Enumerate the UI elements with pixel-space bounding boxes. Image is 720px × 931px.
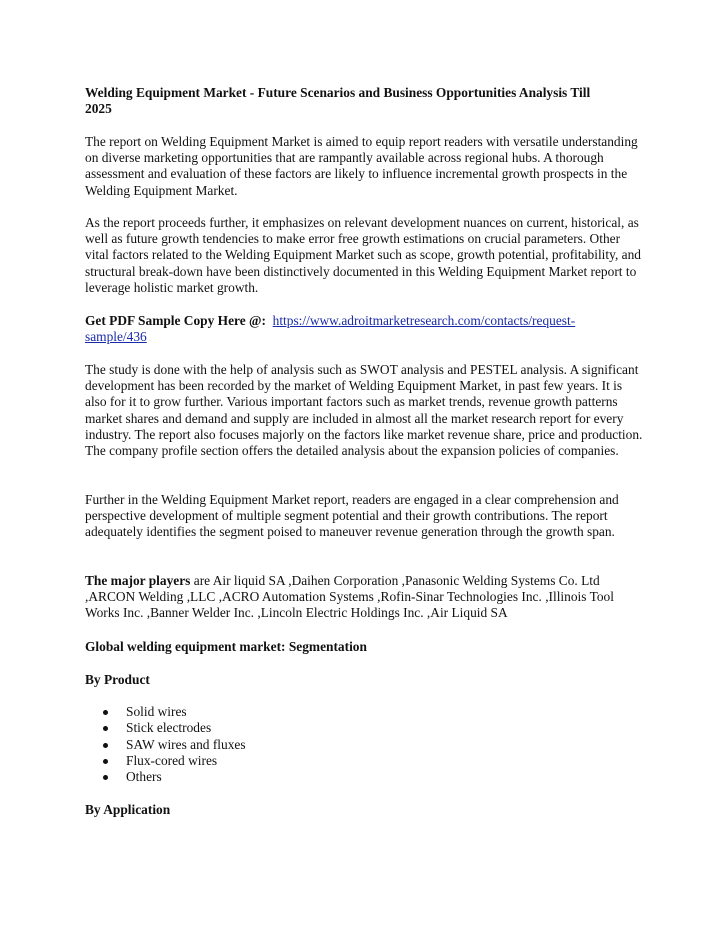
- major-players-paragraph: [85, 573, 645, 622]
- major-players-label: The major players: [85, 573, 191, 588]
- major-players-list: are Air liquid SA ,Daihen Corporation ,Panasonic Welding Systems Co. Ltd ,ARCON Welding ,LLC ,ACRO Automation Systems ,Rofin-Sinar Technologies Inc. ,Illinois Tool Works Inc. ,Banner Welder Inc. ,Lincoln Electric Holdings Inc. ,Air Liquid SA: [85, 573, 614, 621]
- list-item: Solid wires: [85, 704, 645, 720]
- bullet-icon: [103, 726, 108, 731]
- title-line-1: Welding Equipment Market - Future Scenarios and Business Opportunities Analysis Till: [85, 85, 591, 100]
- by-product-heading: By Product: [85, 672, 150, 687]
- analysis-paragraph: The study is done with the help of analysis such as SWOT analysis and PESTEL analysis. A significant development has been recorded by the market of Welding Equipment Market, in past few years. It is also for it to grow further. Various important factors such as market trends, revenue growth patterns market shares and demand and supply are included in almost all the market research report for every industry. The report also focuses majorly on the factors like market revenue share, price and production. The company profile section offers the detailed analysis about the expansion policies of companies.: [85, 362, 643, 459]
- list-item: Stick electrodes: [85, 720, 645, 736]
- document-title: [85, 85, 645, 117]
- pdf-sample-line: [85, 313, 645, 345]
- segmentation-heading: Global welding equipment market: Segmentation: [85, 639, 367, 654]
- segment-paragraph: Further in the Welding Equipment Market report, readers are engaged in a clear comprehension and perspective development of multiple segment potential and their growth contributions. The report adequately identifies the segment poised to maneuver revenue generation through the growth span.: [85, 492, 619, 540]
- intro-paragraph: The report on Welding Equipment Market is aimed to equip report readers with versatile understanding on diverse marketing opportunities that are rampantly available across regional hubs. A thorough assessment and evaluation of these factors are likely to influence incremental growth prospects in the Welding Equipment Market.: [85, 134, 638, 198]
- by-application-heading: By Application: [85, 802, 171, 817]
- product-list: [85, 704, 645, 785]
- bullet-icon: [103, 710, 108, 715]
- list-item: SAW wires and fluxes: [85, 737, 645, 753]
- development-paragraph: As the report proceeds further, it emphasizes on relevant development nuances on current, historical, as well as future growth tendencies to make error free growth estimations on crucial parameters. Other vital factors related to the Welding Equipment Market such as scope, growth potential, profitability, and structural break-down have been distinctively documented in this Welding Equipment Market report to leverage holistic market growth.: [85, 215, 641, 295]
- list-item: Others: [85, 769, 645, 785]
- pdf-sample-label: Get PDF Sample Copy Here @:: [85, 313, 266, 328]
- title-line-2: 2025: [85, 101, 112, 117]
- bullet-icon: [103, 743, 108, 748]
- bullet-icon: [103, 759, 108, 764]
- pdf-sample-link[interactable]: https://www.adroitmarketresearch.com/contacts/request- sample/436: [85, 313, 576, 345]
- bullet-icon: [103, 775, 108, 780]
- list-item: Flux-cored wires: [85, 753, 645, 769]
